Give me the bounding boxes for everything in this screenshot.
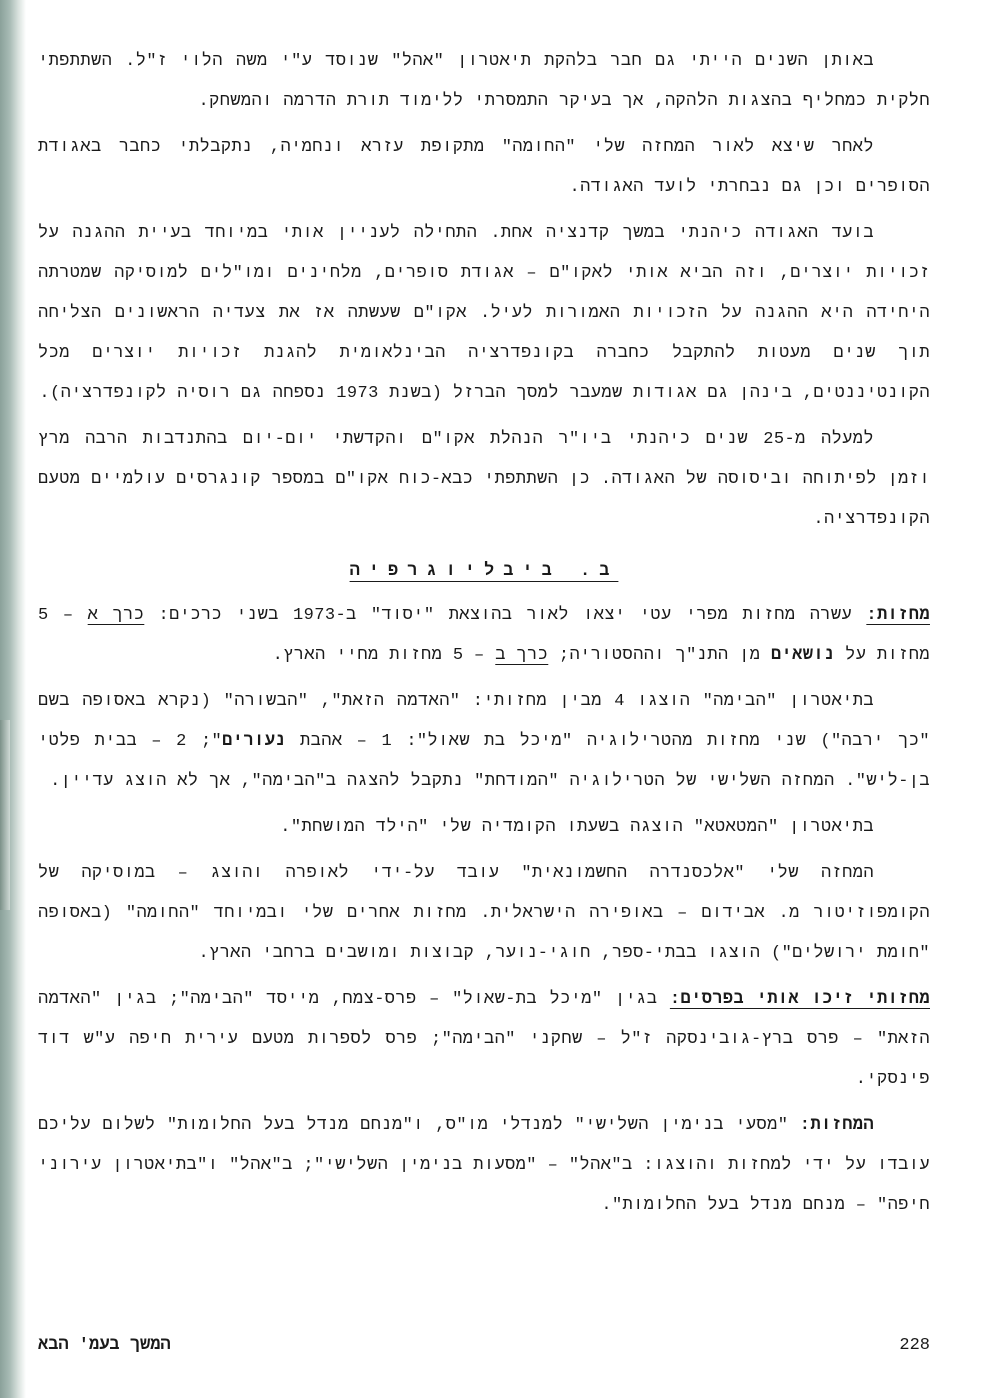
volume-a-post: מן התנ"ך וההסטוריה; [558, 646, 761, 665]
scanned-page-edge-notch [0, 720, 10, 910]
prizes-text: בגין "מיכל בת-שאול" – פרס-צמח, מייסד "הבימה"; בגין "האדמה הזאת" – פרס ברץ-גובינסקה ז"ל – שחקני "הבימה"; פרס לספרות מטעם עירית חיפה ע"ש דוד פינסקי. [38, 990, 930, 1089]
volume-a-label: כרך א [87, 606, 145, 625]
section-heading-text: ב. ביבליוגרפיה [349, 562, 619, 581]
paragraph-plays [38, 596, 930, 676]
page-number: 228 [899, 1336, 930, 1355]
volume-b-label: כרך ב [495, 646, 549, 665]
volume-a-pre: – 5 מחזות על [38, 606, 930, 665]
paragraph-acum-chairman: למעלה מ-25 שנים כיהנתי ביו"ר הנהלת אקו"ם והקדשתי יום-יום בהתנדבות הרבה מרץ וזמן לפיתוחה וביסוסה של האגודה. כן השתתפתי כבא-כוח אקו"ם במספר קונגרסים עולמיים מטעם הקונפדרציה. [38, 430, 930, 529]
paragraph-habima [38, 682, 930, 802]
habima-bold: נעורים [222, 732, 286, 751]
paragraph-matate: בתיאטרון "המטאטא" הוצגה בשעתו הקומדיה שלי "הילד המושחת". [280, 818, 874, 837]
volume-b-text: – 5 מחזות מחיי הארץ. [272, 646, 485, 665]
section-heading [38, 552, 930, 592]
paragraph-adaptations [38, 1106, 930, 1226]
prizes-label: מחזותי זיכו אותי בפרסים: [669, 990, 930, 1009]
continued-note: המשך בעמ' הבא [38, 1336, 171, 1355]
habima-post: "; 2 – בבית פלטי בן-ליש". המחזה השלישי של הטרילוגיה "המודחת" נתקבל להצגה ב"הבימה", אך לא הוצג עדיין. [38, 732, 930, 791]
paragraph-prizes [38, 980, 930, 1100]
paragraph-writers-union: לאחר שיצא לאור המחזה שלי "החומה" מתקופת עזרא ונחמיה, נתקבלתי כחבר באגודת הסופרים וכן גם נבחרתי לועד האגודה. [38, 138, 930, 197]
document-body [38, 42, 930, 1226]
plays-label: מחזות: [866, 606, 930, 625]
scanned-page-edge [0, 0, 26, 1398]
habima-pre: בתיאטרון "הבימה" הוצגו 4 מבין מחזותי: "האדמה הזאת", "הבשורה" (נקרא באסופה בשם "כך ירבה") שני מחזות מהטרילוגיה "מיכל בת שאול": 1 – אהבת [38, 692, 930, 751]
adaptations-text: "מסעי בנימין השלישי" למנדלי מו"ס, ו"מנחם מנדל בעל החלומות" לשלום עליכם עובדו על ידי למחזות והוצגו: ב"אהל" – "מסעות בנימין השלישי"; ב"אהל" ו"בתיאטרון עירוני חיפה" – מנחם מנדל בעל החלומות". [38, 1116, 930, 1215]
adaptations-label: המחזות: [799, 1116, 874, 1135]
volume-a-bold: נושאים [770, 646, 835, 665]
plays-text: עשרה מחזות מפרי עטי יצאו לאור בהוצאת "יסוד" ב-1973 בשני כרכים: [158, 606, 853, 625]
paragraph-acum: בועד האגודה כיהנתי במשך קדנציה אחת. התחילה לעניין אותי במיוחד בעיית ההגנה על זכויות יוצרים, וזה הביא אותי לאקו"ם – אגודת סופרים, מלחינים ומו"לים למוסיקה שמטרתה היחידה היא ההגנה על הזכויות האמורות לעיל. אקו"ם שעשתה אז את צעדיה הראשונים הצליחה תוך שנים מעטות להתקבל כחברה בקונפדרציה הבינלאומית להגנת זכויות יוצרים מכל הקונטיננטים, בינהן גם אגודות שמעבר למסך הברזל (בשנת 1973 נספחה גם רוסיה לקונפדרציה). [38, 224, 930, 403]
paragraph-ohel: באותן השנים הייתי גם חבר בלהקת תיאטרון "אהל" שנוסד ע"י משה הלוי ז"ל. השתתפתי חלקית כמחליף בהצגות הלהקה, אך בעיקר התמסרתי ללימוד תורת הדרמה והמשחק. [38, 52, 930, 111]
paragraph-opera: המחזה שלי "אלכסנדרה החשמונאית" עובד על-ידי לאופרה והוצג – במוסיקה של הקומפוזיטור מ. אבידום – באופירה הישראלית. מחזות אחרים שלי ובמיוחד "החומה" (באסופה "חומת ירושלים") הוצגו בבתי-ספר, חוגי-נוער, קבוצות ומושבים ברחבי הארץ. [38, 864, 930, 963]
